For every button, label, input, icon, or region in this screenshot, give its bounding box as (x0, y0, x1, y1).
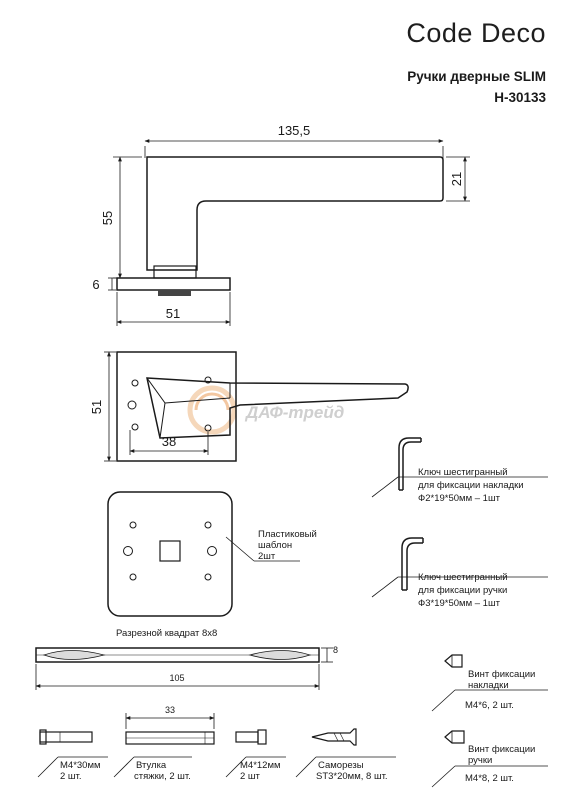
hex-key-handle (372, 538, 548, 609)
bolt-label-line2: 2 шт. (60, 771, 82, 782)
dim-front-rose-height: 51 (89, 399, 104, 415)
self-tapping-label-line2: ST3*20мм, 8 шт. (316, 771, 388, 782)
template-label-line2: шаблон (258, 540, 293, 551)
screw-handle-line3: М4*8, 2 шт. (465, 773, 514, 784)
screw-rose-line3: М4*6, 2 шт. (465, 700, 514, 711)
hex-key-rose-line1: Ключ шестигранный (418, 467, 508, 478)
sleeve-coupler (114, 705, 214, 782)
screw-rose-fix (432, 655, 548, 711)
template-label-line3: 2шт (258, 551, 276, 562)
split-spindle (36, 628, 338, 690)
watermark-text: ДАФ-трейд (246, 403, 345, 422)
screw-rose-line2: накладки (468, 680, 509, 691)
bolt-label-line1: М4*30мм (60, 760, 101, 771)
product-model-code: H-30133 (494, 90, 546, 105)
hex-key-handle-line2: для фиксации ручки (418, 585, 508, 596)
hex-key-rose-line2: для фиксации накладки (418, 480, 524, 491)
dim-front-rose-offset: 38 (161, 434, 177, 449)
self-tapping-label-line1: Саморезы (318, 760, 364, 771)
dim-handle-height: 55 (100, 210, 115, 226)
screw-handle-line2: ручки (468, 755, 493, 766)
sleeve-label-line2: стяжки, 2 шт. (134, 771, 191, 782)
bolt-short-label-line1: М4*12мм (240, 760, 281, 771)
screw-rose-line1: Винт фиксации (468, 669, 536, 680)
dim-rose-thickness: 6 (92, 277, 100, 292)
bolt-m4x30 (38, 730, 108, 782)
dim-rose-width: 51 (165, 306, 181, 321)
template-label-line1: Пластиковый (258, 529, 317, 540)
plastic-template (108, 492, 317, 616)
watermark-logo (190, 388, 344, 432)
hex-key-rose-line3: Ф2*19*50мм – 1шт (418, 493, 500, 504)
dim-lever-thickness: 21 (449, 171, 464, 187)
hex-key-rose (372, 438, 548, 504)
hex-key-handle-line1: Ключ шестигранный (418, 572, 508, 583)
dim-spindle-length: 105 (169, 673, 185, 683)
dim-handle-length: 135,5 (277, 123, 311, 138)
hex-key-handle-line3: Ф3*19*50мм – 1шт (418, 598, 500, 609)
sleeve-label-line1: Втулка (136, 760, 167, 771)
bolt-m4x12 (226, 730, 286, 782)
dim-sleeve-length: 33 (164, 705, 176, 715)
handle-side-view (92, 123, 470, 326)
dim-spindle-thickness: 8 (333, 645, 339, 655)
self-tapping-screw (296, 729, 396, 782)
spindle-label: Разрезной квадрат 8х8 (116, 628, 218, 639)
product-title: Ручки дверные SLIM (407, 69, 546, 84)
screw-handle-line1: Винт фиксации (468, 744, 536, 755)
bolt-short-label-line2: 2 шт (240, 771, 260, 782)
screw-handle-fix (432, 731, 548, 787)
brand-logo: Code Deco (406, 18, 546, 48)
